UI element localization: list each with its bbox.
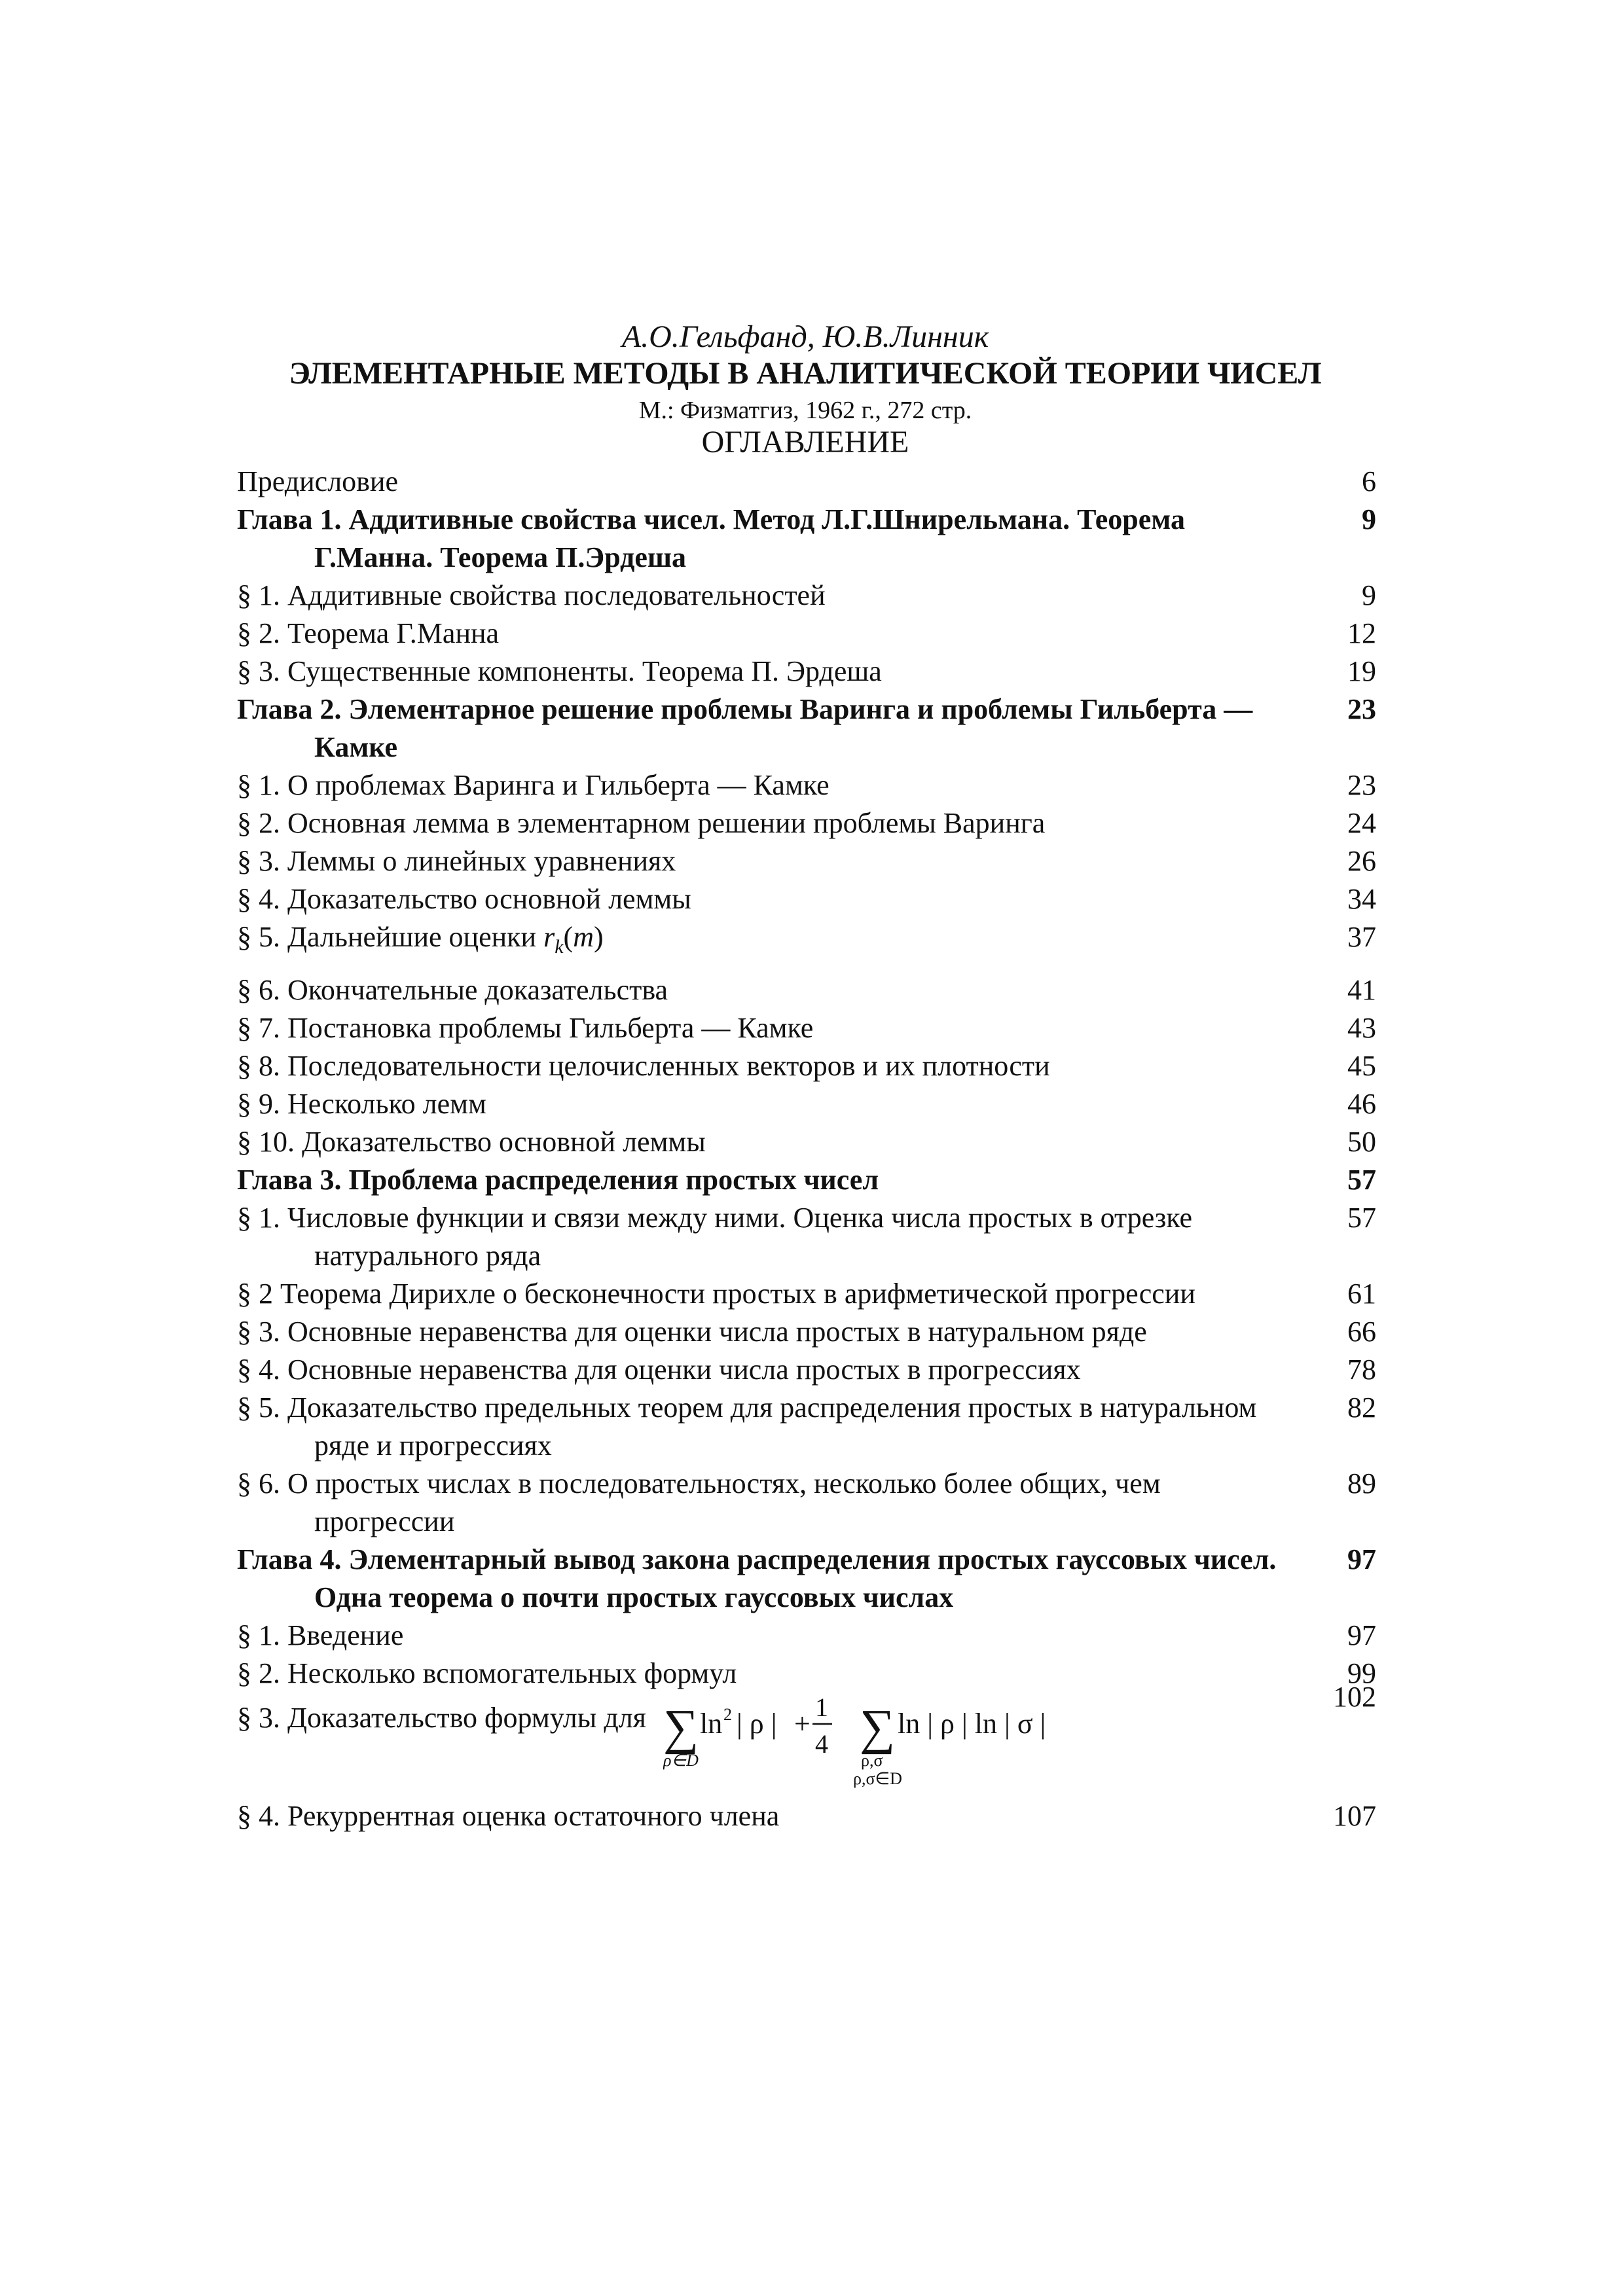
toc-entry-page: 45 [1347,1049,1376,1082]
toc-entry [237,804,1376,842]
toc-entry-title: § 4. Рекуррентная оценка остаточного члена [237,1799,780,1832]
toc-entry-title-text: § 3. Доказательство формулы для [237,1701,646,1734]
toc-entry-title: § 1. О проблемах Варинга и Гильберта — Камке [237,769,830,801]
toc-entry [237,971,1376,1009]
toc-entry-title: § 8. Последовательности целочисленных векторов и их плотности [237,1049,1050,1082]
toc-entry [237,463,1376,501]
toc-entry [237,842,1376,880]
toc-entry [237,1351,1376,1389]
toc-entry-title: § 10. Доказательство основной леммы [237,1125,706,1158]
toc-entry [237,1199,1376,1275]
toc-entry-page: 26 [1347,845,1376,877]
publication-info: М.: Физматгиз, 1962 г., 272 стр. [638,397,972,424]
toc-entry-title-text: § 5. Дальнейшие оценки [237,921,537,953]
toc-entry-title: § 1. Аддитивные свойства последовательностей [237,579,826,611]
toc-entry [237,1655,1376,1693]
toc-entry-title: § 9. Несколько лемм [237,1087,486,1120]
toc-entry-page: 9 [1362,503,1376,535]
toc-entry [237,1617,1376,1655]
sum2-subscript-1: ρ,σ [860,1750,883,1770]
plus-sign: + [793,1707,811,1740]
toc-entry-page: 24 [1347,807,1376,839]
term1-ln: ln [699,1707,723,1740]
toc-entry-title: § 3. Основные неравенства для оценки числа простых в натуральном ряде [237,1315,1147,1348]
toc-entry [237,1085,1376,1123]
toc-entry-page: 78 [1347,1353,1376,1386]
toc-entry-title: § 6. Окончательные доказательства [237,973,668,1006]
toc-chapter-entry [237,1541,1376,1617]
toc-entry-page: 23 [1347,693,1376,725]
term2: ln | ρ | ln | σ | [897,1707,1046,1740]
toc-entry-page: 23 [1347,769,1376,801]
toc-entry [237,1047,1376,1085]
toc-entry-page: 6 [1362,465,1376,497]
toc-entry-page: 9 [1362,579,1376,611]
toc-entry-title: § 2. Теорема Г.Манна [237,617,500,649]
toc-entry-title: § 3. Существенные компоненты. Теорема П. Эрдеша [237,655,882,687]
toc-entry-title: § 2. Основная лемма в элементарном решении проблемы Варинга [237,807,1046,839]
toc-heading: ОГЛАВЛЕНИЕ [701,425,909,459]
fraction-denominator: 4 [814,1729,828,1759]
toc-entry-title: § 1. Введение [237,1619,404,1651]
toc-entry-title [237,1693,1311,1791]
toc-entry [237,577,1376,615]
toc-entry [237,615,1376,653]
toc-entry-page: 34 [1347,883,1376,915]
toc-entry [237,1389,1376,1465]
toc-entry-title: Глава 3. Проблема распределения простых чисел [237,1163,879,1196]
toc-entry-page: 66 [1347,1315,1376,1348]
toc-entry-page: 43 [1347,1011,1376,1044]
toc-entry-title: § 6. О простых числах в последовательностях, несколько более общих, чем прогрессии [237,1467,1161,1537]
toc-entry-title: § 3. Леммы о линейных уравнениях [237,845,676,877]
sum-sign-icon: ∑ [663,1699,699,1755]
toc-entry-title: § 5. Дальнейшие оценки $r_k(m)$ [237,921,604,958]
toc-entry-page: 97 [1347,1543,1376,1575]
toc-entry [237,1313,1376,1351]
toc-entry-title: § 4. Основные неравенства для оценки числа простых в прогрессиях [237,1353,1081,1386]
table-of-contents [237,463,1376,1835]
formula-argument: m [573,921,594,953]
toc-chapter-entry [237,1161,1376,1199]
toc-chapter-entry [237,501,1376,577]
sum1-subscript: ρ∈D [663,1750,699,1770]
formula-subscript: k [555,935,564,958]
toc-entry-title: Глава 1. Аддитивные свойства чисел. Метод Л.Г.Шнирельмана. Теорема Г.Манна. Теорема П.Эрдеша [237,503,1185,573]
toc-entry [237,766,1376,804]
toc-entry-page: 12 [1347,617,1376,649]
toc-entry-page: 102 [1333,1680,1376,1713]
toc-entry-title: § 4. Доказательство основной леммы [237,883,691,915]
toc-entry [237,1123,1376,1161]
toc-entry [237,880,1376,918]
fraction-numerator: 1 [814,1692,828,1722]
toc-entry-title: § 5. Доказательство предельных теорем для распределения простых в натуральном ряде и прогрессиях [237,1391,1257,1462]
toc-entry-title: § 2 Теорема Дирихле о бесконечности простых в арифметической прогрессии [237,1277,1195,1310]
toc-entry-page: 97 [1347,1619,1376,1651]
toc-entry [237,1465,1376,1541]
toc-entry-title: Предисловие [237,465,398,497]
toc-entry-title: Глава 4. Элементарный вывод закона распределения простых гауссовых чисел. Одна теорема о почти простых гауссовых числах [237,1543,1277,1613]
toc-entry-page: 99 [1347,1657,1376,1689]
toc-entry-title: § 1. Числовые функции и связи между ними. Оценка числа простых в отрезке натурального ряда [237,1201,1193,1272]
toc-entry-page: 89 [1347,1467,1376,1499]
toc-chapter-entry [237,691,1376,766]
toc-entry [237,1275,1376,1313]
toc-entry-title: Глава 2. Элементарное решение проблемы Варинга и проблемы Гильберта — Камке [237,693,1253,763]
toc-entry [237,918,1376,966]
book-title: ЭЛЕМЕНТАРНЫЕ МЕТОДЫ В АНАЛИТИЧЕСКОЙ ТЕОРИИ ЧИСЕЛ [289,356,1322,391]
toc-entry-page: 57 [1347,1201,1376,1234]
toc-entry-title: § 2. Несколько вспомогательных формул [237,1657,737,1689]
sum2-subscript-2: ρ,σ∈D [852,1768,902,1788]
toc-entry-page: 50 [1347,1125,1376,1158]
sum-formula [663,1693,1095,1791]
sum-sign-icon: ∑ [859,1699,896,1755]
term1-abs: | ρ | [736,1707,777,1740]
toc-entry-page: 41 [1347,973,1376,1006]
formula-r: r [543,921,555,953]
toc-entry-with-formula [237,1680,1376,1797]
toc-entry-page: 107 [1333,1799,1376,1832]
toc-entry-page: 61 [1347,1277,1376,1310]
toc-entry [237,1009,1376,1047]
toc-entry [237,1797,1376,1835]
toc-entry-page: 19 [1347,655,1376,687]
toc-entry-page: 57 [1347,1163,1376,1196]
toc-entry [237,653,1376,691]
toc-entry-page: 37 [1347,921,1376,953]
toc-entry-page: 46 [1347,1087,1376,1120]
term1-superscript: 2 [723,1704,732,1724]
book-authors: А.О.Гельфанд, Ю.В.Линник [621,319,989,354]
toc-entry-title: § 7. Постановка проблемы Гильберта — Камке [237,1011,814,1044]
toc-entry-page: 82 [1347,1391,1376,1424]
